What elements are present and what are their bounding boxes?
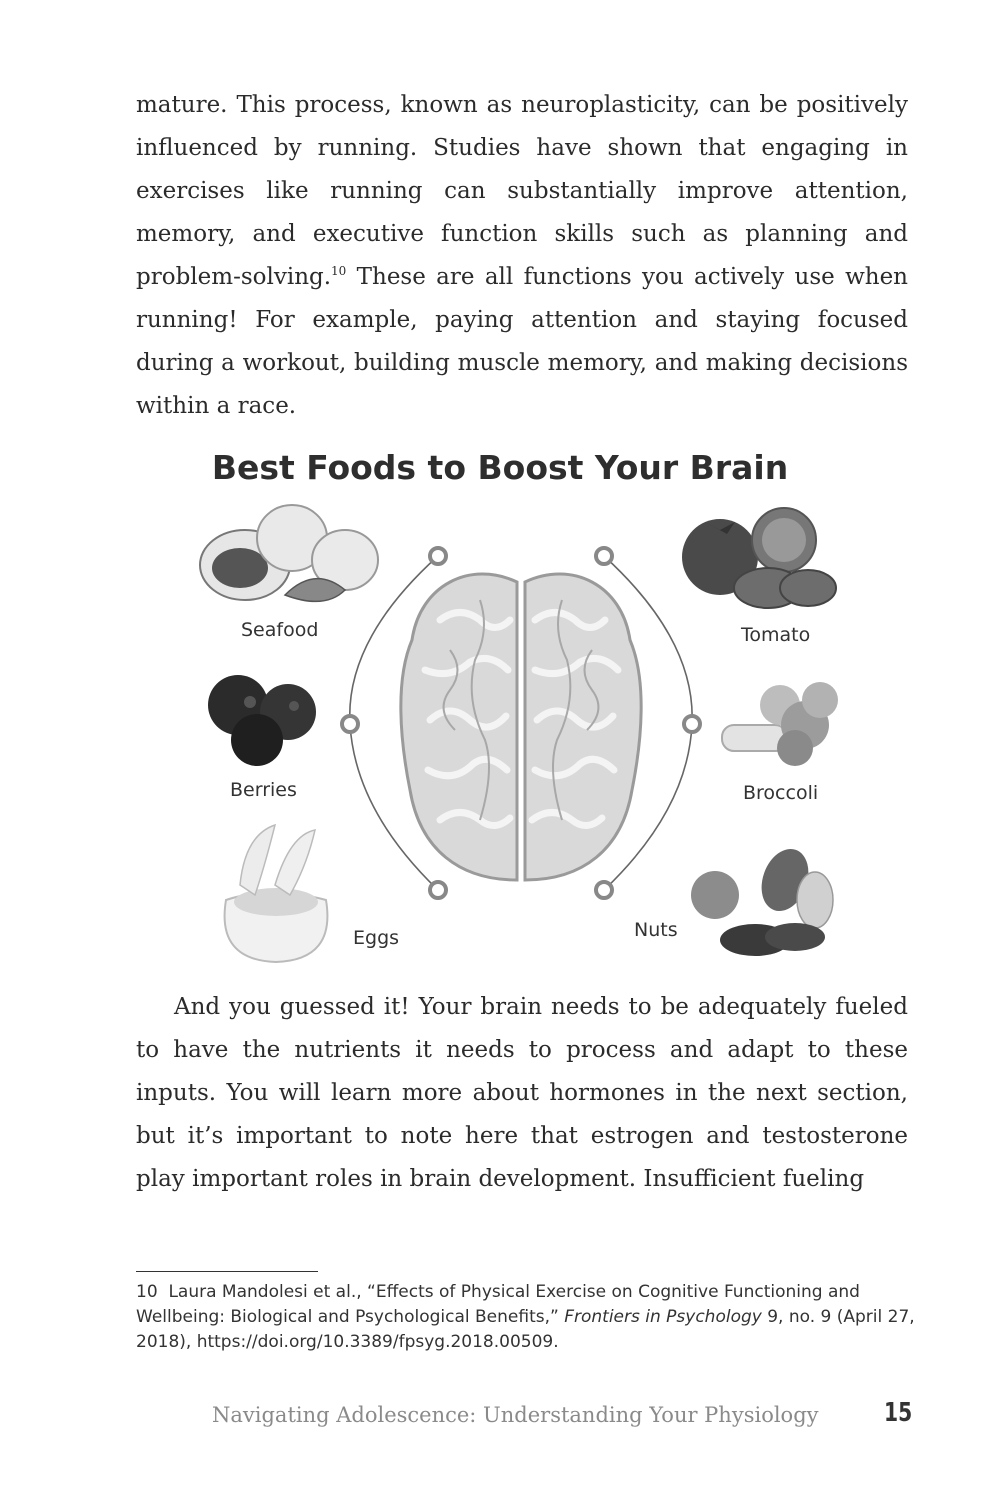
footnote-divider [136, 1271, 318, 1272]
label-eggs: Eggs [353, 927, 400, 949]
brain-foods-illustration [190, 500, 850, 970]
running-footer-title: Navigating Adolescence: Understanding Your Physiology [212, 1403, 819, 1427]
eggs-icon [225, 825, 328, 962]
footnote-journal: Frontiers in Psychology [564, 1307, 762, 1327]
footnote-number: 10 [136, 1282, 158, 1302]
paragraph-1-text-before: mature. This process, known as neuroplasticity, can be positively influenced by running. Studies have shown that engaging in exercises like running can substantially improve attention, memory, and executive function skills such as planning and problem-solving. [136, 92, 908, 290]
berries-icon [208, 675, 316, 766]
page-number: 15 [884, 1398, 913, 1428]
footnote-text-after: 9, no. 9 (April 27, 2018), https://doi.org/10.3389/fpsyg.2018.00509. [136, 1307, 915, 1352]
broccoli-icon [722, 682, 838, 766]
footnote [136, 1280, 916, 1355]
seafood-icon [200, 505, 378, 601]
body-paragraph-2: And you guessed it! Your brain needs to be adequately fueled to have the nutrients it needs to process and adapt to these inputs. You will learn more about hormones in the next section, but it’s important to note here that estrogen and testosterone play important roles in brain development. Insufficient fueling [136, 994, 908, 1192]
body-paragraph-1 [136, 84, 908, 428]
brain-icon [401, 574, 641, 880]
footnote-text-before: Laura Mandolesi et al., “Effects of Physical Exercise on Cognitive Functioning and Wellbeing: Biological and Psychological Benefits,” [136, 1282, 860, 1327]
label-broccoli: Broccoli [743, 782, 819, 804]
footnote-reference: 10 [331, 264, 347, 278]
label-seafood: Seafood [241, 619, 319, 641]
tomato-icon [682, 508, 836, 608]
figure-title: Best Foods to Boost Your Brain [211, 448, 789, 487]
paragraph-1-text-after: These are all functions you actively use when running! For example, paying attention and staying focused during a workout, building muscle memory, and making decisions within a race. [136, 264, 908, 419]
label-berries: Berries [230, 779, 297, 801]
label-tomato: Tomato [741, 624, 811, 646]
nuts-icon [691, 842, 833, 956]
label-nuts: Nuts [634, 919, 678, 941]
